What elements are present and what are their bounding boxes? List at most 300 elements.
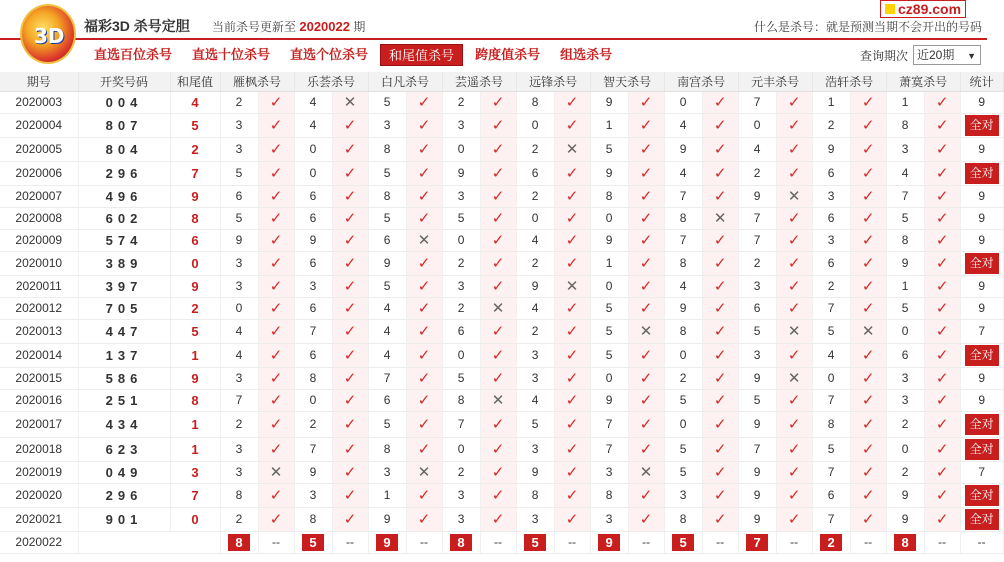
kill-number-cell: 5 [220,161,258,185]
check-icon: ✓ [639,347,653,364]
check-icon: ✓ [343,232,357,249]
all-correct-badge: 全对 [965,115,999,136]
column-header: 统计 [960,72,1003,91]
check-icon: ✓ [713,487,727,504]
kill-result-cell [776,437,812,461]
stat-cell [960,251,1003,275]
kill-result-cell [406,411,442,437]
kill-result-cell [924,297,960,319]
kill-number-cell: 6 [368,229,406,251]
check-icon: ✓ [787,464,801,481]
kill-result-cell [480,437,516,461]
kill-result-cell [628,297,664,319]
kill-result-cell [554,297,590,319]
check-icon: ✓ [861,94,875,111]
kill-number-cell: 3 [738,275,776,297]
check-icon: ✓ [935,255,949,272]
correct-count: 9 [978,95,985,109]
current-kill-label: 当前期杀号 [78,531,220,553]
kill-number-cell: 8 [368,437,406,461]
draw-number-cell: 804 [78,137,170,161]
kill-number-cell: 7 [368,367,406,389]
column-header: 智天杀号 [590,72,664,91]
kill-number-cell: 9 [368,251,406,275]
kill-number-cell: 9 [738,411,776,437]
check-icon: ✓ [861,232,875,249]
check-icon: ✓ [935,117,949,134]
kill-number-cell: 2 [442,461,480,483]
kill-number-cell: 2 [442,251,480,275]
kill-number-cell: 5 [368,91,406,113]
kill-result-cell [258,207,294,229]
check-icon: ✓ [861,278,875,295]
check-icon: ✓ [565,323,579,340]
kill-number-cell: 4 [738,137,776,161]
table-row [0,389,1003,411]
kill-result-cell [924,185,960,207]
check-icon: ✓ [787,347,801,364]
kill-number-cell: 7 [590,437,628,461]
check-icon: ✓ [935,464,949,481]
check-icon: ✓ [861,141,875,158]
table-row [0,137,1003,161]
kill-result-cell [554,507,590,531]
kill-number-cell: 0 [664,91,702,113]
kill-result-cell [332,343,368,367]
kill-result-cell [480,251,516,275]
check-icon: ✓ [269,255,283,272]
check-icon: ✓ [787,278,801,295]
kill-result-cell [850,483,886,507]
draw-number-cell: 137 [78,343,170,367]
draw-number-cell: 296 [78,161,170,185]
check-icon: ✓ [639,210,653,227]
kill-result-cell [776,185,812,207]
kill-result-cell [850,161,886,185]
kill-number-cell: 6 [294,251,332,275]
kill-result-cell [850,251,886,275]
check-icon: ✓ [269,441,283,458]
kill-number-cell: 7 [812,389,850,411]
column-header: 白凡杀号 [368,72,442,91]
draw-number-cell: 586 [78,367,170,389]
check-icon: ✓ [491,188,505,205]
kill-result-cell [628,275,664,297]
stat-cell [960,161,1003,185]
kill-result-cell [850,367,886,389]
kill-number-cell: 8 [516,91,554,113]
kill-number-cell: 6 [812,251,850,275]
kill-number-cell: 2 [886,461,924,483]
kill-result-cell [258,411,294,437]
kill-number-cell: 7 [664,185,702,207]
kill-number-cell: 5 [220,207,258,229]
table-row [0,319,1003,343]
kill-result-cell [406,207,442,229]
current-kill-number: 5 [302,534,324,551]
kill-result-cell [554,91,590,113]
issue-cell: 2020012 [0,297,78,319]
check-icon: ✓ [565,347,579,364]
kill-number-cell: 3 [442,507,480,531]
sum-tail-cell: 3 [170,461,220,483]
kill-result-cell [406,91,442,113]
check-icon: ✓ [343,392,357,409]
kill-number-cell: 5 [664,437,702,461]
kill-number-cell: 3 [590,507,628,531]
kill-number-cell: 3 [442,483,480,507]
kill-number-cell: 4 [812,343,850,367]
kill-number-cell: 9 [516,275,554,297]
correct-count: 9 [978,189,985,203]
kill-number-cell: 6 [442,319,480,343]
logo-text: 3D [34,24,65,48]
kill-number-cell: 9 [738,483,776,507]
draw-number-cell: 004 [78,91,170,113]
period-select[interactable] [913,45,981,65]
nav-tab-5[interactable]: 跨度值杀号 [475,47,541,62]
check-icon: ✓ [269,392,283,409]
table-row [0,161,1003,185]
check-icon: ✓ [491,511,505,528]
kill-result-cell [406,461,442,483]
kill-result-cell [850,229,886,251]
kill-result-cell [406,229,442,251]
check-icon: ✓ [861,210,875,227]
kill-number-cell: 7 [442,411,480,437]
kill-result-cell [480,137,516,161]
check-icon: ✓ [565,464,579,481]
kill-result-cell [850,297,886,319]
nav-tab-3[interactable]: 直选个位杀号 [290,47,369,62]
check-icon: ✓ [565,94,579,111]
check-icon: ✓ [343,278,357,295]
query-label: 查询期次 [860,49,909,63]
all-correct-badge: 全对 [965,439,999,460]
check-icon: ✓ [491,323,505,340]
check-icon: ✓ [417,94,431,111]
kill-number-cell: 7 [664,229,702,251]
check-icon: ✓ [565,416,579,433]
kill-number-cell: 2 [516,319,554,343]
check-icon: ✓ [935,141,949,158]
kill-number-cell: 1 [886,91,924,113]
check-icon: ✓ [491,464,505,481]
kill-number-cell: 8 [294,507,332,531]
sum-tail-cell: 1 [170,343,220,367]
kill-result-cell [850,437,886,461]
issue-cell: 2020019 [0,461,78,483]
kill-number-cell: 7 [738,229,776,251]
kill-result-cell [776,137,812,161]
kill-result-cell [406,389,442,411]
check-icon: ✓ [639,117,653,134]
current-kill-cell [664,531,702,553]
check-icon: ✓ [639,370,653,387]
check-icon: ✓ [935,511,949,528]
kill-number-cell: 5 [812,319,850,343]
check-icon: ✓ [713,416,727,433]
kill-number-cell: 9 [590,229,628,251]
kill-number-cell: 9 [590,91,628,113]
kill-number-cell: 6 [516,161,554,185]
kill-result-cell [628,507,664,531]
column-header: 雁枫杀号 [220,72,294,91]
kill-result-cell [850,343,886,367]
cross-icon: ✕ [713,210,727,227]
all-correct-badge: 全对 [965,485,999,506]
kill-number-cell: 9 [294,229,332,251]
kill-result-cell [628,251,664,275]
kill-result-cell [776,461,812,483]
kill-result-cell [850,91,886,113]
check-icon: ✓ [639,188,653,205]
check-icon: ✓ [787,141,801,158]
cross-icon: ✕ [639,323,653,340]
kill-result-cell [480,113,516,137]
kill-number-cell: 2 [294,411,332,437]
check-icon: ✓ [639,416,653,433]
kill-result-cell [480,483,516,507]
current-kill-number: 8 [450,534,472,551]
kill-number-cell: 0 [516,207,554,229]
kill-number-cell: 3 [294,483,332,507]
kill-number-cell: 8 [442,389,480,411]
check-icon: ✓ [861,165,875,182]
current-result-placeholder: -- [406,531,442,553]
kill-result-cell [924,229,960,251]
check-icon: ✓ [713,441,727,458]
check-icon: ✓ [935,278,949,295]
kill-result-cell [702,161,738,185]
kill-number-cell: 9 [664,137,702,161]
check-icon: ✓ [269,278,283,295]
kill-result-cell [924,483,960,507]
kill-number-cell: 8 [368,137,406,161]
check-icon: ✓ [343,347,357,364]
check-icon: ✓ [861,117,875,134]
check-icon: ✓ [639,141,653,158]
column-header: 南宫杀号 [664,72,738,91]
kill-number-cell: 0 [590,207,628,229]
kill-result-cell [554,483,590,507]
current-result-placeholder: -- [924,531,960,553]
kill-number-cell: 5 [442,207,480,229]
check-icon: ✓ [639,94,653,111]
sum-tail-cell: 8 [170,207,220,229]
check-icon: ✓ [343,370,357,387]
kill-number-cell: 8 [664,507,702,531]
kill-result-cell [332,137,368,161]
check-icon: ✓ [861,255,875,272]
check-icon: ✓ [935,94,949,111]
kill-number-cell: 4 [516,389,554,411]
kill-number-cell: 5 [516,411,554,437]
check-icon: ✓ [935,487,949,504]
kill-type-nav [86,44,624,68]
kill-number-cell: 2 [220,507,258,531]
kill-result-cell [850,113,886,137]
sum-tail-cell: 5 [170,113,220,137]
check-icon: ✓ [861,370,875,387]
kill-number-cell: 4 [516,297,554,319]
check-icon: ✓ [269,347,283,364]
column-header: 元丰杀号 [738,72,812,91]
check-icon: ✓ [935,441,949,458]
sum-tail-cell: 6 [170,229,220,251]
column-header: 期号 [0,72,78,91]
kill-number-cell: 2 [220,411,258,437]
check-icon: ✓ [343,117,357,134]
check-icon: ✓ [713,347,727,364]
kill-result-cell [554,389,590,411]
kill-number-cell: 7 [812,461,850,483]
column-header: 芸遥杀号 [442,72,516,91]
check-icon: ✓ [491,441,505,458]
kill-number-cell: 0 [294,137,332,161]
stat-cell [960,411,1003,437]
kill-number-cell: 0 [516,113,554,137]
kill-number-cell: 3 [442,185,480,207]
kill-result-cell [628,411,664,437]
kill-number-cell: 8 [886,229,924,251]
nav-tab-1[interactable]: 直选百位杀号 [94,47,173,62]
kill-number-cell: 8 [368,185,406,207]
check-icon: ✓ [269,232,283,249]
check-icon: ✓ [417,255,431,272]
kill-number-cell: 2 [812,113,850,137]
kill-number-cell: 4 [886,161,924,185]
issue-cell: 2020013 [0,319,78,343]
sum-tail-cell: 8 [170,389,220,411]
nav-tab-6[interactable]: 组选杀号 [560,47,613,62]
current-result-placeholder: -- [702,531,738,553]
update-prefix: 当前杀号更新至 [212,20,297,34]
current-kill-number: 7 [746,534,768,551]
check-icon: ✓ [491,255,505,272]
table-row [0,437,1003,461]
draw-number-cell: 049 [78,461,170,483]
kill-result-cell [258,137,294,161]
stat-cell [960,367,1003,389]
kill-result-cell [850,185,886,207]
check-icon: ✓ [491,487,505,504]
correct-count: 9 [978,371,985,385]
kill-number-cell: 7 [812,297,850,319]
table-row [0,229,1003,251]
kill-result-cell [628,343,664,367]
check-icon: ✓ [343,300,357,317]
kill-number-cell: 9 [664,297,702,319]
kill-result-cell [332,91,368,113]
check-icon: ✓ [639,487,653,504]
kill-result-cell [406,137,442,161]
check-icon: ✓ [417,141,431,158]
nav-tab-4[interactable]: 和尾值杀号 [380,44,463,66]
kill-result-cell [258,437,294,461]
kill-number-cell: 3 [590,461,628,483]
kill-result-cell [554,185,590,207]
table-row [0,251,1003,275]
kill-number-cell: 3 [886,367,924,389]
cross-icon: ✕ [565,278,579,295]
check-icon: ✓ [713,511,727,528]
correct-count: 7 [978,324,985,338]
kill-result-cell [776,251,812,275]
kill-number-cell: 4 [220,319,258,343]
correct-count: 9 [978,233,985,247]
issue-cell: 2020014 [0,343,78,367]
kill-result-cell [406,343,442,367]
nav-tab-2[interactable]: 直选十位杀号 [192,47,271,62]
kill-number-cell: 3 [516,367,554,389]
sum-tail-cell: 7 [170,483,220,507]
kill-number-cell: 6 [294,343,332,367]
current-result-placeholder: -- [776,531,812,553]
kill-number-cell: 9 [738,367,776,389]
sum-tail-cell: 0 [170,251,220,275]
kill-number-cell: 5 [664,461,702,483]
check-icon: ✓ [417,278,431,295]
stat-cell [960,297,1003,319]
kill-result-cell [332,483,368,507]
check-icon: ✓ [935,165,949,182]
kill-result-cell [702,207,738,229]
check-icon: ✓ [639,165,653,182]
kill-result-cell [554,367,590,389]
kill-number-cell: 4 [368,343,406,367]
kill-result-cell [406,319,442,343]
check-icon: ✓ [639,441,653,458]
check-icon: ✓ [787,232,801,249]
stat-cell [960,229,1003,251]
sum-tail-cell: 2 [170,297,220,319]
kill-number-cell: 5 [812,437,850,461]
check-icon: ✓ [565,300,579,317]
kill-number-cell: 7 [738,207,776,229]
kill-result-cell [702,113,738,137]
kill-result-cell [776,161,812,185]
kill-number-cell: 7 [886,185,924,207]
kill-result-cell [924,207,960,229]
check-icon: ✓ [935,392,949,409]
site-badge[interactable] [880,0,966,18]
check-icon: ✓ [491,416,505,433]
kill-result-cell [924,461,960,483]
kill-number-cell: 8 [220,483,258,507]
draw-number-cell: 397 [78,275,170,297]
kill-result-cell [924,367,960,389]
check-icon: ✓ [787,94,801,111]
draw-number-cell: 807 [78,113,170,137]
kill-number-cell: 2 [516,185,554,207]
draw-number-cell: 389 [78,251,170,275]
kill-number-cell: 9 [294,461,332,483]
draw-number-cell: 296 [78,483,170,507]
check-icon: ✓ [787,210,801,227]
kill-result-cell [628,207,664,229]
kill-number-cell: 9 [590,161,628,185]
draw-number-cell: 623 [78,437,170,461]
kill-number-cell: 4 [664,113,702,137]
check-icon: ✓ [565,370,579,387]
kill-number-cell: 9 [886,483,924,507]
site-text: cz89.com [898,1,962,17]
kill-result-cell [480,343,516,367]
kill-number-cell: 3 [220,437,258,461]
stat-cell [960,343,1003,367]
table-row [0,483,1003,507]
